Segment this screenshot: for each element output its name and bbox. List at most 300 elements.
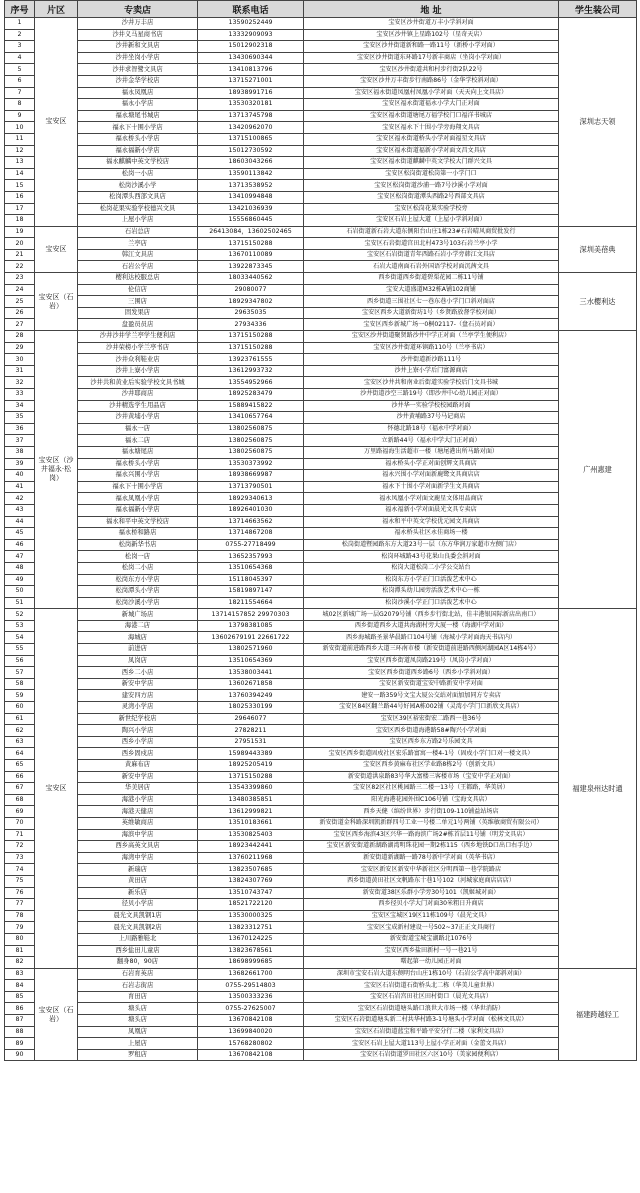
phone-number: 13670124225 <box>198 933 304 945</box>
phone-number: 13714157852 29970303 <box>198 609 304 621</box>
shop-name: 育田店 <box>78 991 198 1003</box>
row-number: 14 <box>5 168 35 180</box>
address: 建安一路359号文宝大厦公交站对面加加同方专卖店 <box>304 690 559 702</box>
table-row <box>5 342 637 354</box>
address: 宝安区福永街道凤凰村凤凰小学对面（天天向上文具店） <box>304 87 559 99</box>
address: 松岗街道暨园路东方大道23号一层（东方华润万家超市左侧门店） <box>304 539 559 551</box>
address: 宝安区沙井街道东环路17号新丰商店（坐岗小学对面） <box>304 52 559 64</box>
table-row <box>5 389 637 401</box>
address: 福永凤凰小学对面文鹿星文体用品商店 <box>304 493 559 505</box>
address: 宝安区西乡街道固戍社区宏乐路富寓一楼4-1号（固戍小学门口对一楼文具） <box>304 748 559 760</box>
table-row <box>5 319 637 331</box>
shop-name: 新安中学店 <box>78 771 198 783</box>
phone-number: 18929347802 <box>198 296 304 308</box>
header-zone: 片区 <box>35 1 78 18</box>
table-row <box>5 87 637 99</box>
phone-number: 29635035 <box>198 307 304 319</box>
shop-name: 海城店 <box>78 632 198 644</box>
phone-number: 18211554664 <box>198 597 304 609</box>
row-number: 31 <box>5 365 35 377</box>
address: 沙井华一实验学校校园路对面 <box>304 400 559 412</box>
address: 宝安区福永街道塘尾万福学校门口福洋书城店 <box>304 110 559 122</box>
table-row <box>5 238 637 250</box>
row-number: 74 <box>5 864 35 876</box>
address: 西乡街道黄田社区文帆路东十巷1号102（河城家庭商店店店） <box>304 875 559 887</box>
shop-name: 松岗二小店 <box>78 562 198 574</box>
supplier-cell: 深圳志天领 <box>559 18 637 227</box>
shop-name: 罗租店 <box>78 1049 198 1061</box>
shop-name: 海港二店 <box>78 620 198 632</box>
address: 宝安区西乡黄麻布社区学业路8栋2号（创新文具） <box>304 760 559 772</box>
phone-number: 13714663562 <box>198 516 304 528</box>
table-row <box>5 609 637 621</box>
table-row <box>5 806 637 818</box>
address: 福永桥头小学正对面创辉文具商店 <box>304 458 559 470</box>
row-number: 17 <box>5 203 35 215</box>
shop-name: 海滨中学店 <box>78 829 198 841</box>
shop-name: 灵湾小学店 <box>78 702 198 714</box>
table-row <box>5 586 637 598</box>
phone-number: 15768280802 <box>198 1038 304 1050</box>
shop-name: 松岗潭头西部文具店 <box>78 191 198 203</box>
table-row <box>5 771 637 783</box>
phone-number: 18925205419 <box>198 760 304 772</box>
zone-cell: 宝安区 <box>35 18 78 227</box>
shop-name: 松岗一小店 <box>78 168 198 180</box>
table-row <box>5 690 637 702</box>
phone-number: 27951531 <box>198 736 304 748</box>
table-row <box>5 423 637 435</box>
table-row <box>5 122 637 134</box>
address: 宝安区福永街道桥头小学对面福星文具店 <box>304 133 559 145</box>
address: 福永和平中英文学校优元园文具商店 <box>304 516 559 528</box>
shop-name: 松岗沙溪小学 <box>78 180 198 192</box>
table-row <box>5 1003 637 1015</box>
address: 新安街道金科路深圳凯新群四号工业一号楼二单元1号两铺（英维敏商贸有限公司） <box>304 817 559 829</box>
shop-name: 松岗花果实验学校德兴文具 <box>78 203 198 215</box>
address: 宝安区西乡大道新街坊1号（乡贤路放督学校对面） <box>304 307 559 319</box>
table-row <box>5 435 637 447</box>
shop-name: 沙井黄埔小学店 <box>78 412 198 424</box>
table-row <box>5 1015 637 1027</box>
address: 宝安区沙井镇上星路102号（星奇天店） <box>304 29 559 41</box>
table-row <box>5 458 637 470</box>
shop-name: 福永下十围小学店 <box>78 122 198 134</box>
address: 宝安区沙井共和南业后街道实验学校后门文具书城 <box>304 377 559 389</box>
zone-cell: 宝安区 <box>35 226 78 272</box>
shop-name: 上屋小学店 <box>78 215 198 227</box>
zone-cell: 宝安区（石岩） <box>35 968 78 1061</box>
row-number: 39 <box>5 458 35 470</box>
table-row <box>5 817 637 829</box>
table-row <box>5 296 637 308</box>
table-row <box>5 991 637 1003</box>
row-number: 19 <box>5 226 35 238</box>
phone-number: 13823507685 <box>198 864 304 876</box>
address: 松岗东方小学正门口活泼艺术中心 <box>304 574 559 586</box>
row-number: 26 <box>5 307 35 319</box>
address: 宝安区石岩上屋大道（上屋小学斜对面） <box>304 215 559 227</box>
row-number: 46 <box>5 539 35 551</box>
address: 宝安区福永街道麒麟中英文学校大门群兴文具 <box>304 157 559 169</box>
zone-cell: 宝安区 <box>35 609 78 968</box>
row-number: 75 <box>5 875 35 887</box>
phone-number: 13421036939 <box>198 203 304 215</box>
table-row <box>5 99 637 111</box>
address: 新安街道38区乐群小学旁30号101（凯姬城对面） <box>304 887 559 899</box>
table-row <box>5 597 637 609</box>
phone-number: 13510743747 <box>198 887 304 899</box>
row-number: 70 <box>5 817 35 829</box>
row-number: 10 <box>5 122 35 134</box>
phone-number: 18926401030 <box>198 504 304 516</box>
phone-number: 13713745798 <box>198 110 304 122</box>
address: 西乡海城路圣景华晨路口104号铺（海城小学对面海天书店内） <box>304 632 559 644</box>
table-row <box>5 910 637 922</box>
phone-number: 13612999821 <box>198 806 304 818</box>
phone-number: 13714867208 <box>198 528 304 540</box>
table-row <box>5 945 637 957</box>
row-number: 76 <box>5 887 35 899</box>
shop-name: 福永二店 <box>78 435 198 447</box>
address: 宝安大道盛道M32栋A铺102商铺 <box>304 284 559 296</box>
address: 宝安区石岩街道塘头新二村共华村路3-1号塘头小学对面（松林文具店） <box>304 1015 559 1027</box>
row-number: 22 <box>5 261 35 273</box>
shop-name: 西乡固戍店 <box>78 748 198 760</box>
phone-number: 13922873345 <box>198 261 304 273</box>
phone-number: 13670842108 <box>198 1049 304 1061</box>
shop-name: 黄麻布店 <box>78 760 198 772</box>
row-number: 43 <box>5 504 35 516</box>
row-number: 88 <box>5 1026 35 1038</box>
address: 福永桥头社区永佳商场一楼 <box>304 528 559 540</box>
supplier-cell: 广州惠建 <box>559 331 637 609</box>
address: 万里路福海生活超市一楼（塘尾港出所马路对面） <box>304 446 559 458</box>
row-number: 41 <box>5 481 35 493</box>
table-row <box>5 481 637 493</box>
shop-name: 韩江文具店 <box>78 249 198 261</box>
phone-number: 0755-29514803 <box>198 980 304 992</box>
shop-name: 福永福新小学店 <box>78 504 198 516</box>
row-number: 36 <box>5 423 35 435</box>
shop-name: 沙井金华学校店 <box>78 75 198 87</box>
row-number: 69 <box>5 806 35 818</box>
shop-name: 福永塘尾店 <box>78 446 198 458</box>
row-number: 64 <box>5 748 35 760</box>
phone-number: 13510183661 <box>198 817 304 829</box>
shop-name: 沙井共和黄业后实验学校文具书城 <box>78 377 198 389</box>
table-row <box>5 504 637 516</box>
address: 西乡街道西乡街道碧栗花园二栋11号铺 <box>304 273 559 285</box>
row-number: 11 <box>5 133 35 145</box>
phone-number: 13715150288 <box>198 342 304 354</box>
row-number: 28 <box>5 331 35 343</box>
row-number: 84 <box>5 980 35 992</box>
address: 立新路44号（福永中学大门正对面） <box>304 435 559 447</box>
phone-number: 15989443389 <box>198 748 304 760</box>
phone-number: 13602671858 <box>198 678 304 690</box>
phone-number: 13554952966 <box>198 377 304 389</box>
table-row <box>5 620 637 632</box>
address: 怀德北路18号（福永中学对面） <box>304 423 559 435</box>
row-number: 65 <box>5 760 35 772</box>
phone-number: 18938991716 <box>198 87 304 99</box>
shop-name: 福永一店 <box>78 423 198 435</box>
phone-number: 26413084，13602502465 <box>198 226 304 238</box>
row-number: 1 <box>5 18 35 30</box>
address: 宝安区石岩街道石街桥头北二栋（华美儿童世界） <box>304 980 559 992</box>
shop-name: 福永和平中英文学校店 <box>78 516 198 528</box>
shop-name: 西乡二小店 <box>78 667 198 679</box>
phone-number: 13602679191 22661722 <box>198 632 304 644</box>
header-shop: 专卖店 <box>78 1 198 18</box>
table-row <box>5 678 637 690</box>
shop-name: 沙井众利鞋业店 <box>78 354 198 366</box>
address: 西乡街道三围社区七一巷东巷小学门口斜对面店 <box>304 296 559 308</box>
shop-name: 沙井耶商店 <box>78 389 198 401</box>
address: 宝安区沙井街道环镇路110号（兰亭书店） <box>304 342 559 354</box>
address: 宝安区82区社区桃园路三二楼一13号（王都路，华美居） <box>304 783 559 795</box>
shop-name: 福永下十围小学店 <box>78 481 198 493</box>
table-row <box>5 400 637 412</box>
table-row <box>5 968 637 980</box>
row-number: 71 <box>5 829 35 841</box>
address: 宝安区福永街道福新小学对面文昌文具店 <box>304 145 559 157</box>
shop-name: 盘盈员员店 <box>78 319 198 331</box>
phone-number: 13715150288 <box>198 331 304 343</box>
phone-number: 13652357993 <box>198 551 304 563</box>
table-row <box>5 145 637 157</box>
table-row <box>5 539 637 551</box>
table-row <box>5 1038 637 1050</box>
shop-name: 固发果店 <box>78 307 198 319</box>
shop-name: 沙井沙井学兰亭学生便利店 <box>78 331 198 343</box>
address: 松岗大道松岗二小学公交站台 <box>304 562 559 574</box>
shop-name: 英维敏商店 <box>78 817 198 829</box>
phone-number: 18923442441 <box>198 841 304 853</box>
phone-number: 13410813796 <box>198 64 304 76</box>
row-number: 56 <box>5 655 35 667</box>
row-number: 60 <box>5 702 35 714</box>
phone-number: 13760394249 <box>198 690 304 702</box>
shop-name: 晨光文具凯钢1店 <box>78 910 198 922</box>
shop-name: 西乡盐田儿童店 <box>78 945 198 957</box>
phone-number: 27828211 <box>198 725 304 737</box>
phone-number: 13543399860 <box>198 783 304 795</box>
row-number: 15 <box>5 180 35 192</box>
shop-name: 福永麒麟中英文学校店 <box>78 157 198 169</box>
shop-name: 华美居店 <box>78 783 198 795</box>
table-row <box>5 644 637 656</box>
table-body <box>5 18 637 1061</box>
phone-number: 15012902318 <box>198 41 304 53</box>
address: 宝安区福永街道福永小学大门正对面 <box>304 99 559 111</box>
table-row <box>5 655 637 667</box>
table-row <box>5 110 637 122</box>
table-row <box>5 783 637 795</box>
address: 西乡径贝小学大门对面30米粗日升商店 <box>304 899 559 911</box>
row-number: 49 <box>5 574 35 586</box>
phone-number: 13713538952 <box>198 180 304 192</box>
address: 宝安区西乡街道海港路58#陶兴小学对面 <box>304 725 559 737</box>
address: 宝安区松岗街道潭头西路2号西部文具店 <box>304 191 559 203</box>
address: 曙起第一幼儿园正对面 <box>304 957 559 969</box>
address: 宝安区39区裕宏街宏二路西一巷36号 <box>304 713 559 725</box>
row-number: 81 <box>5 945 35 957</box>
row-number: 33 <box>5 389 35 401</box>
phone-number: 13715271001 <box>198 75 304 87</box>
shop-name: 福永桥头小学店 <box>78 133 198 145</box>
row-number: 3 <box>5 41 35 53</box>
address: 宝安区石岩街道青年西路石岩小学旁韩江文具店 <box>304 249 559 261</box>
table-row <box>5 887 637 899</box>
shop-name: 径贝小学店 <box>78 899 198 911</box>
shop-name: 福永凤凰小学店 <box>78 493 198 505</box>
row-number: 4 <box>5 52 35 64</box>
table-row <box>5 284 637 296</box>
phone-number: 0755-27718499 <box>198 539 304 551</box>
table-row <box>5 748 637 760</box>
table-row <box>5 551 637 563</box>
table-row <box>5 191 637 203</box>
row-number: 48 <box>5 562 35 574</box>
row-number: 42 <box>5 493 35 505</box>
address: 宝安区石岩宫田社区田村街口（晨光文具店） <box>304 991 559 1003</box>
address: 石岩街道新石岩大道东侧阳台山庄1栋23#石岩晴风商贸批发行 <box>304 226 559 238</box>
shop-name: 石岩志街店 <box>78 980 198 992</box>
shop-name: 陶兴小学店 <box>78 725 198 737</box>
address: 宝安区松岗街道沙浦一路7号沙溪小学对面 <box>304 180 559 192</box>
shop-name: 塘头店 <box>78 1015 198 1027</box>
address: 松岗沙溪小学正门口活泼艺术中心 <box>304 597 559 609</box>
shop-name: 石岩公学店 <box>78 261 198 273</box>
table-row <box>5 574 637 586</box>
table-row <box>5 307 637 319</box>
row-number: 57 <box>5 667 35 679</box>
row-number: 90 <box>5 1049 35 1061</box>
shop-name: 海湾中学店 <box>78 852 198 864</box>
shop-name: 沙井新和文具店 <box>78 41 198 53</box>
shop-name: 石岩总店 <box>78 226 198 238</box>
phone-number: 15819897147 <box>198 586 304 598</box>
shop-name: 福永塘尾书城店 <box>78 110 198 122</box>
address: 福永下十围小学对面新学生文具商店 <box>304 481 559 493</box>
phone-number: 13715100865 <box>198 133 304 145</box>
header-phone: 联系电话 <box>198 1 304 18</box>
row-number: 72 <box>5 841 35 853</box>
table-row <box>5 516 637 528</box>
table-row <box>5 922 637 934</box>
row-number: 35 <box>5 412 35 424</box>
shop-name: 西乡小学店 <box>78 736 198 748</box>
phone-number: 13510654369 <box>198 655 304 667</box>
phone-number: 13802560875 <box>198 446 304 458</box>
shop-name: 石岩育英店 <box>78 968 198 980</box>
phone-number: 13824307769 <box>198 875 304 887</box>
address: 阳光海港花园外围C106号铺（宝海文具店） <box>304 794 559 806</box>
address: 宝安区沙井街道新和路一路11号（新桥小学对面） <box>304 41 559 53</box>
shop-name: 黄田店 <box>78 875 198 887</box>
shop-name: 前进店 <box>78 644 198 656</box>
table-row <box>5 180 637 192</box>
row-number: 86 <box>5 1003 35 1015</box>
shop-name: 松岗一店 <box>78 551 198 563</box>
phone-number: 13530373992 <box>198 458 304 470</box>
address: 宝安区石岩街道蓝宝和平路平安分行二楼（家利文具店） <box>304 1026 559 1038</box>
phone-number: 13410994848 <box>198 191 304 203</box>
row-number: 52 <box>5 609 35 621</box>
row-number: 53 <box>5 620 35 632</box>
address: 西乡天健（缤纷世界）步行街109-110铺益站场店 <box>304 806 559 818</box>
address: 宝安区福永下十围小学旁海翔文具店 <box>304 122 559 134</box>
phone-number: 13590252449 <box>198 18 304 30</box>
row-number: 8 <box>5 99 35 111</box>
phone-number: 13760211968 <box>198 852 304 864</box>
shop-name: 凤凰店 <box>78 1026 198 1038</box>
table-row <box>5 261 637 273</box>
table-row <box>5 412 637 424</box>
phone-number: 13715150288 <box>198 238 304 250</box>
table-row <box>5 841 637 853</box>
row-number: 7 <box>5 87 35 99</box>
table-row <box>5 725 637 737</box>
row-number: 18 <box>5 215 35 227</box>
row-number: 87 <box>5 1015 35 1027</box>
row-number: 51 <box>5 597 35 609</box>
table-row <box>5 1026 637 1038</box>
row-number: 45 <box>5 528 35 540</box>
shop-name: 沙井义马星商书店 <box>78 29 198 41</box>
address: 沙井上寮小学后门富源商店 <box>304 365 559 377</box>
table-row <box>5 632 637 644</box>
address: 宝安区宝城区19区11栋109号（晨光文具） <box>304 910 559 922</box>
table-row <box>5 226 637 238</box>
phone-number: 18929340613 <box>198 493 304 505</box>
shop-name: 晨光文具凯钢2店 <box>78 922 198 934</box>
table-row <box>5 64 637 76</box>
phone-number: 13670110089 <box>198 249 304 261</box>
table-row <box>5 760 637 772</box>
shop-name: 福永凤凰店 <box>78 87 198 99</box>
address: 福永兴围小学对面新鹿鹭文具商店店 <box>304 470 559 482</box>
phone-number: 13410657764 <box>198 412 304 424</box>
table-row <box>5 562 637 574</box>
shop-name: 新世纪学校店 <box>78 713 198 725</box>
address: 宝安区新安街道宝安中路新安中学对面 <box>304 678 559 690</box>
shop-name: 西乡高英文具店 <box>78 841 198 853</box>
address: 宝安区宝成新村建设一号502~37正正文具商行 <box>304 922 559 934</box>
table-row <box>5 331 637 343</box>
address: 松岗潭头幼儿园旁活泼艺术中心一栋 <box>304 586 559 598</box>
phone-number: 13420962070 <box>198 122 304 134</box>
row-number: 12 <box>5 145 35 157</box>
shop-name: 沙井精选学生用品店 <box>78 400 198 412</box>
address: 西乡街道西乡大道共海湖村旁大厦一楼（海湖中学对面） <box>304 620 559 632</box>
row-number: 66 <box>5 771 35 783</box>
shop-name: 沙井上寮小学店 <box>78 365 198 377</box>
row-number: 61 <box>5 713 35 725</box>
table-row <box>5 157 637 169</box>
zone-cell: 宝安区（石岩） <box>35 273 78 331</box>
phone-number: 13538003441 <box>198 667 304 679</box>
row-number: 44 <box>5 516 35 528</box>
table-row <box>5 354 637 366</box>
row-number: 40 <box>5 470 35 482</box>
shop-name: 福永兴围小学店 <box>78 470 198 482</box>
row-number: 23 <box>5 273 35 285</box>
address: 宝安区新安区新安中华新社区分明西第一巷学院路店 <box>304 864 559 876</box>
supplier-cell: 深圳美蓓典 <box>559 226 637 272</box>
